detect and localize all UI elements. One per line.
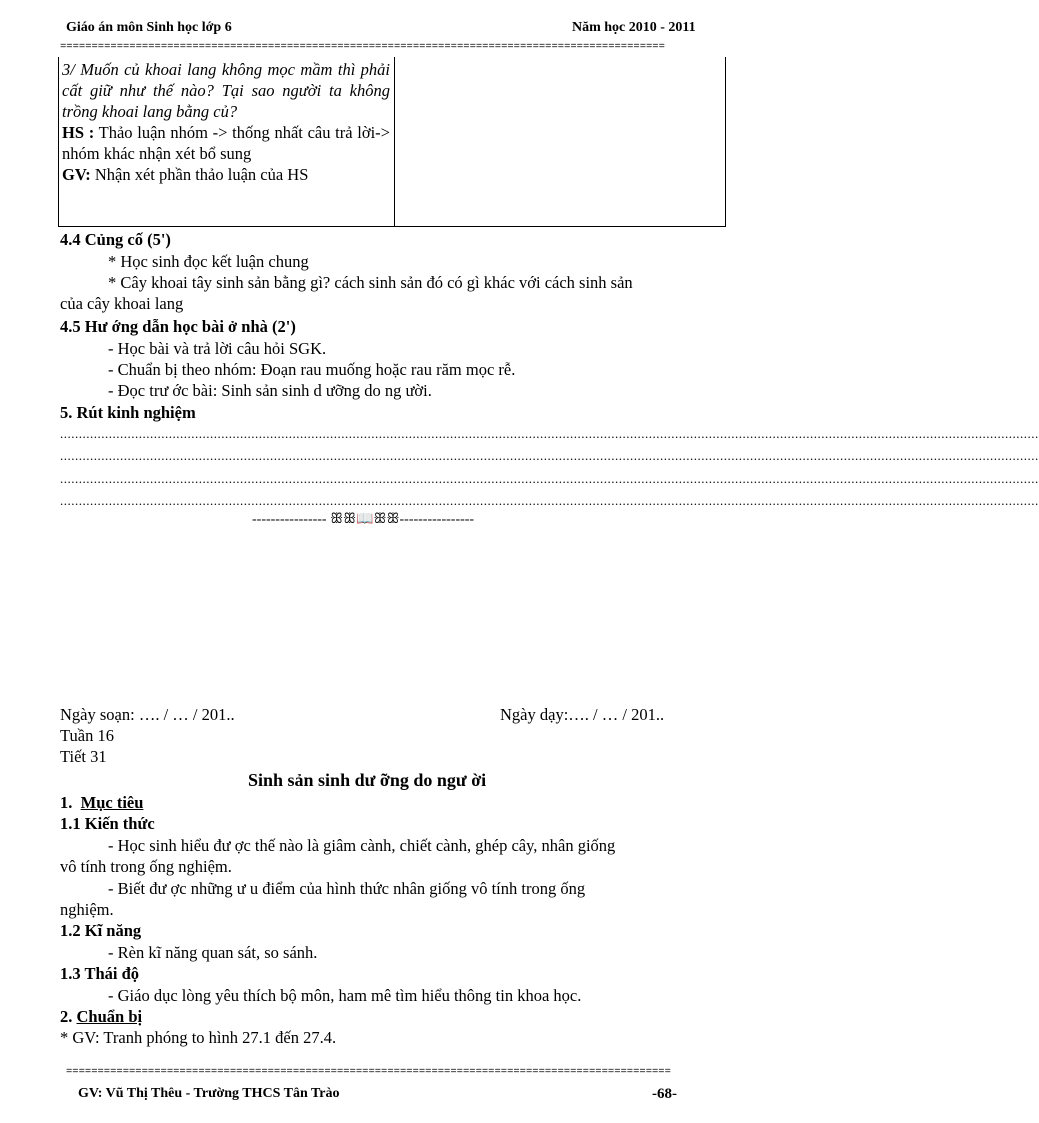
teach-date: Ngày dạy:…. / … / 201.. [500, 705, 665, 724]
skills-heading: 1.2 Kĩ năng [60, 921, 142, 940]
skills-line1: - Rèn kĩ năng quan sát, so sánh. [108, 943, 318, 962]
hs-text: Thảo luận nhóm -> thống nhất câu trả lời-> nhóm khác nhận xét bổ sung [62, 123, 390, 163]
preparation-heading [60, 1007, 142, 1027]
gv-comment [62, 164, 390, 185]
activity-table [58, 57, 726, 227]
preparation-number: 2. [60, 1007, 73, 1026]
footer-teacher: GV: Vũ Thị Thêu - Trường THCS Tân Trào [78, 1086, 340, 1101]
notes-dots-3: ..................................................................................................................................................................................................................................................................... [60, 471, 1039, 486]
table-column-divider [394, 57, 395, 227]
s45-line1: - Học bài và trả lời câu hỏi SGK. [108, 339, 327, 358]
objectives-heading [60, 793, 143, 813]
notes-dots-1: ..................................................................................................................................................................................................................................................................... [60, 426, 1039, 441]
knowledge-line4: nghiệm. [60, 900, 114, 919]
preparation-label: Chuẩn bị [76, 1007, 143, 1026]
notes-dots-4: ..................................................................................................................................................................................................................................................................... [60, 493, 1039, 508]
gv-label: GV: [62, 165, 91, 184]
s44-line1: * Học sinh đọc kết luận chung [108, 252, 309, 271]
section-5-heading: 5. Rút kinh nghiệm [60, 403, 196, 422]
hs-discussion [62, 122, 390, 164]
s44-line2a: * Cây khoai tây sinh sản bằng gì? cách sinh sản đó có gì khác với cách sinh sản [108, 273, 633, 292]
notes-dots-2: ..................................................................................................................................................................................................................................................................... [60, 448, 1039, 463]
knowledge-line3: - Biết đư ợc những ư u điểm của hình thức nhân giống vô tính trong ống [108, 879, 586, 898]
gv-preparation: * GV: Tranh phóng to hình 27.1 đến 27.4. [60, 1028, 337, 1047]
knowledge-line1: - Học sinh hiểu đư ợc thế nào là giâm cành, chiết cành, ghép cây, nhân giống [108, 836, 616, 855]
page-number: -68- [652, 1086, 677, 1102]
period: Tiết 31 [60, 747, 107, 766]
header-subject: Giáo án môn Sinh học lớp 6 [66, 20, 232, 35]
prep-date: Ngày soạn: …. / … / 201.. [60, 705, 235, 724]
table-left-cell [62, 59, 390, 185]
section-4-4-heading: 4.4 Củng cố (5') [60, 230, 171, 249]
header-school-year: Năm học 2010 - 2011 [572, 20, 696, 35]
knowledge-line2: vô tính trong ống nghiệm. [60, 857, 232, 876]
s45-line2: - Chuẩn bị theo nhóm: Đoạn rau muống hoặc rau răm mọc rễ. [108, 360, 516, 379]
footer-rule: ================================================================================================ [66, 1066, 671, 1078]
s44-line2b: của cây khoai lang [60, 294, 184, 313]
objectives-number: 1. [60, 793, 73, 812]
hs-label: HS : [62, 123, 95, 142]
lesson-title: Sinh sản sinh dư ỡng do ngư ời [248, 770, 487, 790]
gv-text: Nhận xét phần thảo luận của HS [90, 165, 309, 184]
question-3: 3/ Muốn củ khoai lang không mọc mầm thì phải cất giữ như thế nào? Tại sao người ta không trồng khoai lang bằng củ? [62, 60, 390, 121]
week: Tuần 16 [60, 726, 114, 745]
header-rule: ================================================================================================ [60, 41, 665, 53]
knowledge-heading: 1.1 Kiến thức [60, 814, 155, 833]
s45-line3: - Đọc trư ớc bài: Sinh sản sinh d ưỡng do ng ười. [108, 381, 432, 400]
attitude-line1: - Giáo dục lòng yêu thích bộ môn, ham mê tìm hiểu thông tin khoa học. [108, 986, 582, 1005]
section-4-5-heading: 4.5 Hư ớng dẫn học bài ở nhà (2') [60, 317, 296, 336]
section-separator: ---------------- ꕥꕥ📖ꕥꕥ---------------- [252, 512, 475, 527]
attitude-heading: 1.3 Thái độ [60, 964, 140, 983]
objectives-label: Mục tiêu [80, 793, 144, 812]
